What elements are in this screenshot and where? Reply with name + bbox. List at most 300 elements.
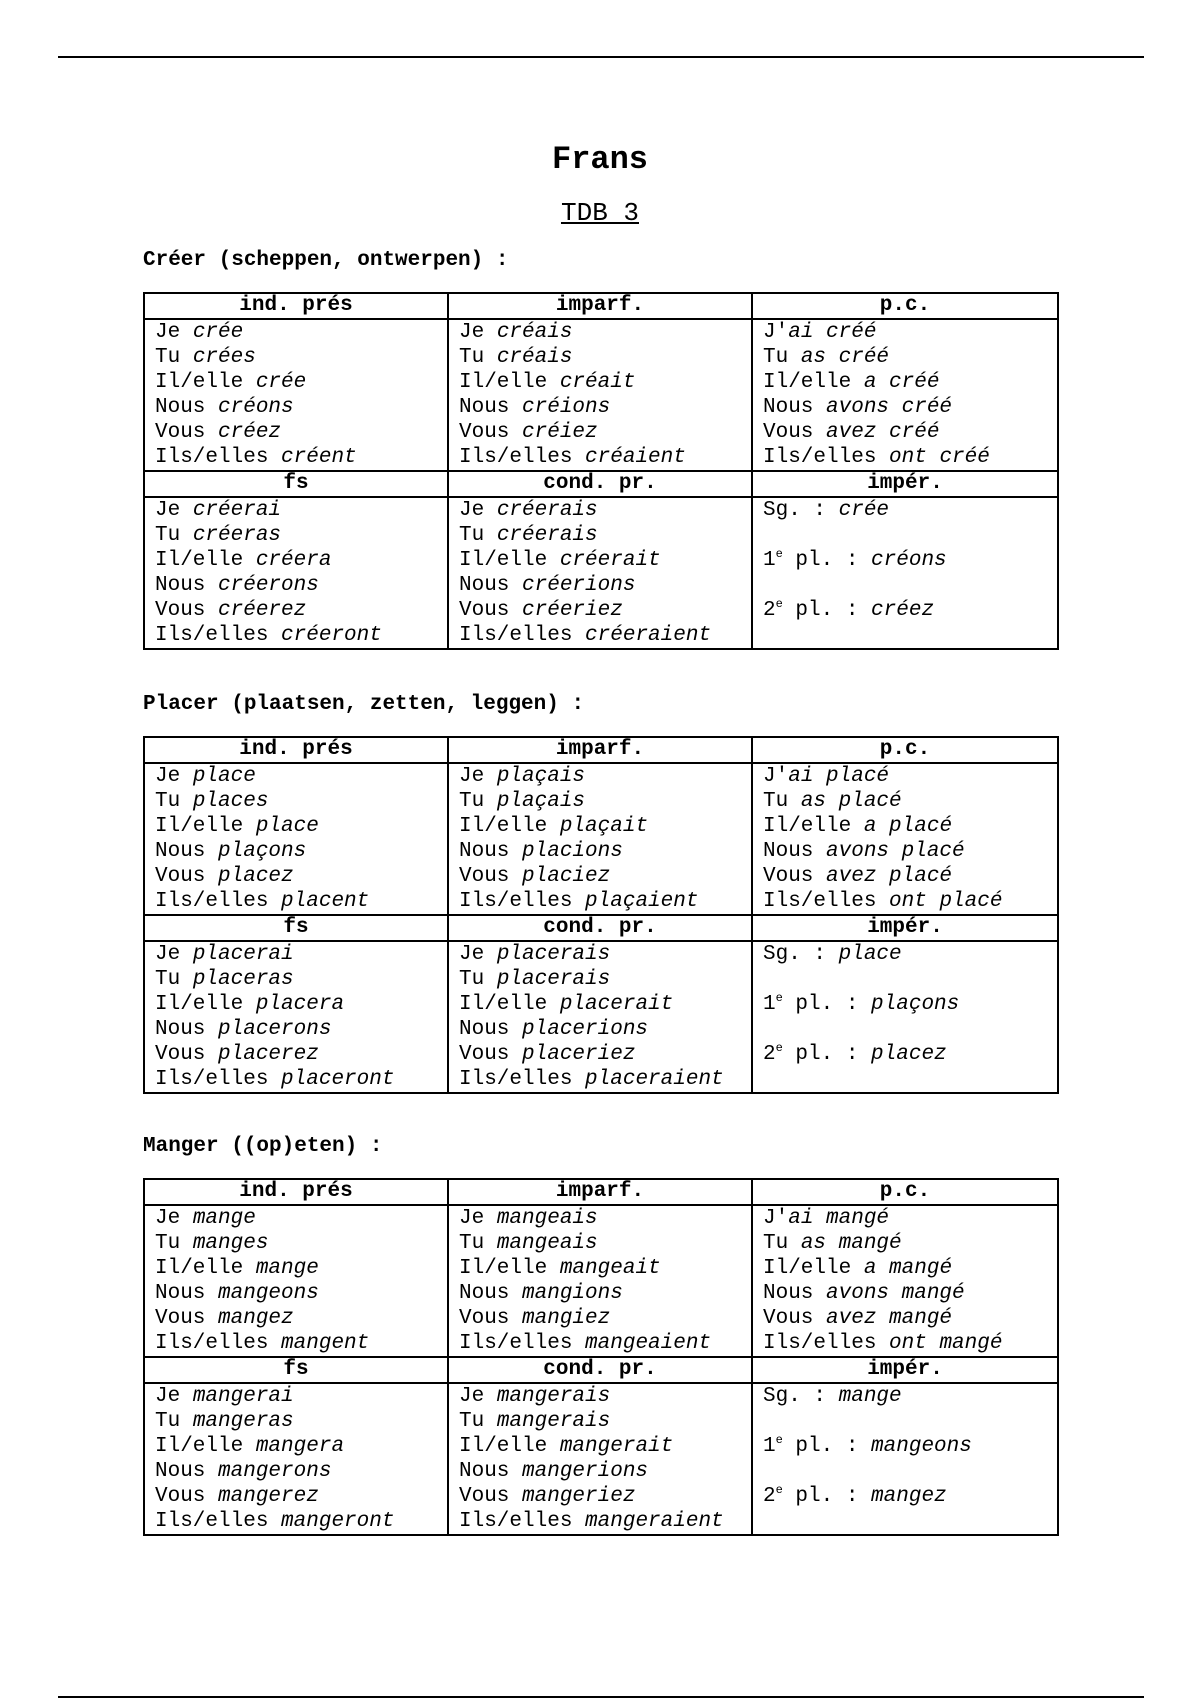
conjugation-line xyxy=(155,992,447,1017)
verb-form: créais xyxy=(496,321,573,344)
conjugation-line xyxy=(459,523,751,548)
conjugation-line xyxy=(459,789,751,814)
conjugation-line xyxy=(155,789,447,814)
verb-form: avez mangé xyxy=(826,1307,953,1330)
conjugation-line xyxy=(155,1042,447,1067)
pronoun: Il/elle xyxy=(155,549,256,572)
conjugation-line xyxy=(155,345,447,370)
pronoun: Tu xyxy=(459,1410,497,1433)
pronoun: Nous xyxy=(763,1282,827,1305)
verb-form: mangeaient xyxy=(585,1332,712,1355)
pronoun: Tu xyxy=(155,346,193,369)
conditionnel-cell xyxy=(448,497,752,649)
spacer-line xyxy=(763,1067,1057,1092)
verb-form: placions xyxy=(522,840,623,863)
pronoun: Vous xyxy=(459,599,523,622)
verb-form: placez xyxy=(871,1043,947,1066)
verb-form: placeront xyxy=(281,1068,395,1091)
pronoun: Vous xyxy=(459,865,523,888)
pronoun: J' xyxy=(763,321,789,344)
pronoun: Tu xyxy=(459,790,497,813)
verb-form: mangeriez xyxy=(522,1485,636,1508)
conjugation-line xyxy=(459,1384,751,1409)
verb-form: mangerait xyxy=(559,1435,674,1458)
pronoun: Je xyxy=(459,765,497,788)
pronoun: Vous xyxy=(155,1307,219,1330)
pronoun: Tu xyxy=(155,1232,193,1255)
conjugation-line xyxy=(459,498,751,523)
conjugation-line xyxy=(155,1231,447,1256)
verb-form: avons créé xyxy=(826,396,953,419)
verb-form: placerions xyxy=(522,1018,649,1041)
verb-form: placerais xyxy=(496,943,611,966)
verb-form: ai placé xyxy=(788,765,890,788)
conjugation-line xyxy=(459,623,751,648)
passe-compose-cell xyxy=(752,763,1058,915)
ind-pres-cell xyxy=(144,319,448,471)
pronoun: Vous xyxy=(763,865,827,888)
pronoun: Ils/elles xyxy=(155,446,282,469)
verb-form: créerais xyxy=(496,499,598,522)
verb-form: ont créé xyxy=(889,446,990,469)
pronoun: Ils/elles xyxy=(459,446,586,469)
pronoun: Tu xyxy=(459,524,497,547)
verb-form: placiez xyxy=(522,865,611,888)
pronoun: Nous xyxy=(459,1018,523,1041)
pronoun: Il/elle xyxy=(459,549,560,572)
verb-form: a créé xyxy=(863,371,940,394)
conjugation-line xyxy=(459,548,751,573)
pronoun: Ils/elles xyxy=(459,1332,586,1355)
imperatif-label: Sg. : xyxy=(763,1385,839,1408)
conjugation-line xyxy=(155,814,447,839)
verb-form: mangerais xyxy=(496,1385,611,1408)
conjugation-line xyxy=(459,1459,751,1484)
ordinal-superscript: e xyxy=(775,1433,783,1447)
pronoun: Je xyxy=(155,321,193,344)
spacer-line xyxy=(763,967,1057,992)
conjugation-line xyxy=(763,789,1057,814)
verb-form: créais xyxy=(496,346,573,369)
top-rule xyxy=(58,56,1144,58)
conjugation-line xyxy=(459,1509,751,1534)
tense-header-row xyxy=(144,471,1058,497)
pronoun: Je xyxy=(155,1207,193,1230)
conjugation-line xyxy=(459,764,751,789)
imperatif-first-plural xyxy=(763,992,1057,1017)
pronoun: Vous xyxy=(155,1485,219,1508)
tense-header-row xyxy=(144,1179,1058,1205)
conjugation-line xyxy=(459,1256,751,1281)
conjugation-line xyxy=(763,814,1057,839)
passe-compose-cell xyxy=(752,319,1058,471)
pronoun: Je xyxy=(459,943,497,966)
tense-header: p.c. xyxy=(752,1179,1058,1205)
conjugation-line xyxy=(763,1206,1057,1231)
imperatif-cell xyxy=(752,1383,1058,1535)
tense-header: imparf. xyxy=(448,1179,752,1205)
tense-header: imparf. xyxy=(448,737,752,763)
pronoun: Nous xyxy=(155,840,219,863)
pronoun: Tu xyxy=(155,968,193,991)
tense-header: impér. xyxy=(752,471,1058,497)
verb-form: as placé xyxy=(800,790,902,813)
conjugation-line xyxy=(155,395,447,420)
conjugation-line xyxy=(155,1509,447,1534)
conjugation-line xyxy=(459,1206,751,1231)
conjugation-line xyxy=(155,967,447,992)
conjugation-line xyxy=(155,1331,447,1356)
pronoun: Je xyxy=(459,1207,497,1230)
futur-simple-cell xyxy=(144,1383,448,1535)
conjugation-line xyxy=(459,320,751,345)
conditionnel-cell xyxy=(448,941,752,1093)
pronoun: Il/elle xyxy=(459,993,560,1016)
verb-form: placeriez xyxy=(522,1043,636,1066)
conjugation-line xyxy=(155,1434,447,1459)
pronoun: J' xyxy=(763,1207,789,1230)
conjugation-line xyxy=(459,1067,751,1092)
spacer-line xyxy=(763,573,1057,598)
spacer-line xyxy=(763,523,1057,548)
conjugation-line xyxy=(155,764,447,789)
conjugation-line xyxy=(763,839,1057,864)
imperatif-label: Sg. : xyxy=(763,943,839,966)
verb-form: crée xyxy=(255,371,307,394)
conjugation-line xyxy=(459,992,751,1017)
conjugation-line xyxy=(763,445,1057,470)
conjugation-table xyxy=(143,1178,1059,1536)
conjugation-line xyxy=(459,395,751,420)
verb-form: mangeront xyxy=(281,1510,395,1533)
verb-form: mangiez xyxy=(522,1307,611,1330)
verb-form: plaçais xyxy=(496,790,586,813)
conjugation-line xyxy=(763,1256,1057,1281)
pronoun: Je xyxy=(459,1385,497,1408)
imperatif-label: Sg. : xyxy=(763,499,839,522)
verb-form: créerez xyxy=(218,599,307,622)
conjugation-line xyxy=(459,420,751,445)
conjugation-line xyxy=(763,420,1057,445)
pronoun: Il/elle xyxy=(155,371,256,394)
conjugation-line xyxy=(459,814,751,839)
tense-header-row xyxy=(144,915,1058,941)
conjugation-line xyxy=(155,1459,447,1484)
conjugation-line xyxy=(763,1306,1057,1331)
spacer-line xyxy=(763,1409,1057,1434)
verb-form: mangera xyxy=(255,1435,345,1458)
person-number: 1 xyxy=(763,1435,776,1458)
conjugation-line xyxy=(155,942,447,967)
conjugation-table xyxy=(143,292,1059,650)
imparfait-cell xyxy=(448,763,752,915)
verb-form: mange xyxy=(838,1385,902,1408)
conjugation-line xyxy=(459,370,751,395)
conjugation-line xyxy=(155,498,447,523)
verb-form: créerais xyxy=(496,524,598,547)
conjugation-line xyxy=(763,889,1057,914)
page-subtitle: TDB 3 xyxy=(560,198,639,228)
verb-form: créaient xyxy=(585,446,686,469)
pronoun: Tu xyxy=(459,968,497,991)
pronoun: Ils/elles xyxy=(155,890,282,913)
conjugation-line xyxy=(155,420,447,445)
pronoun: Tu xyxy=(763,1232,801,1255)
verb-form: mangeais xyxy=(496,1232,598,1255)
conjugation-line xyxy=(155,445,447,470)
pronoun: Vous xyxy=(459,1043,523,1066)
conjugation-row xyxy=(144,1383,1058,1535)
pronoun: Ils/elles xyxy=(459,624,586,647)
verb-form: avons mangé xyxy=(826,1282,965,1305)
tense-header: imparf. xyxy=(448,293,752,319)
pronoun: Ils/elles xyxy=(763,1332,890,1355)
conjugation-line xyxy=(459,967,751,992)
tense-header: impér. xyxy=(752,915,1058,941)
passe-compose-cell xyxy=(752,1205,1058,1357)
conjugation-line xyxy=(763,864,1057,889)
pronoun: Il/elle xyxy=(763,371,864,394)
person-number: 2 xyxy=(763,1485,776,1508)
verb-form: créent xyxy=(281,446,357,469)
ordinal-superscript: e xyxy=(775,547,783,561)
verb-form: mangions xyxy=(522,1282,623,1305)
verb-form: mangerais xyxy=(496,1410,611,1433)
verb-form: créez xyxy=(218,421,282,444)
verb-form: placez xyxy=(218,865,294,888)
verb-form: mangeras xyxy=(192,1410,294,1433)
conjugation-row xyxy=(144,497,1058,649)
tense-header: fs xyxy=(144,915,448,941)
verb-form: ai mangé xyxy=(788,1207,890,1230)
verb-form: plaçais xyxy=(496,765,586,788)
conjugation-line xyxy=(155,1017,447,1042)
conjugation-line xyxy=(459,1306,751,1331)
verb-form: placeraient xyxy=(585,1068,724,1091)
pronoun: Nous xyxy=(459,840,523,863)
conjugation-line xyxy=(155,598,447,623)
imperatif-second-plural xyxy=(763,1042,1057,1067)
futur-simple-cell xyxy=(144,941,448,1093)
verb-form: mangez xyxy=(871,1485,947,1508)
verb-form: créeriez xyxy=(522,599,623,622)
conjugation-line xyxy=(155,1306,447,1331)
conjugation-line xyxy=(155,1067,447,1092)
verb-form: plaçons xyxy=(871,993,960,1016)
ordinal-superscript: e xyxy=(775,597,783,611)
pronoun: Vous xyxy=(155,1043,219,1066)
verb-form: mangeait xyxy=(559,1257,661,1280)
pronoun: Tu xyxy=(155,1410,193,1433)
pronoun: Tu xyxy=(459,346,497,369)
pronoun: Il/elle xyxy=(459,1435,560,1458)
pronoun: J' xyxy=(763,765,789,788)
imperatif-cell xyxy=(752,941,1058,1093)
verb-form: mangeons xyxy=(218,1282,319,1305)
verb-form: place xyxy=(192,765,256,788)
pronoun: Ils/elles xyxy=(155,1510,282,1533)
verb-form: créerons xyxy=(218,574,319,597)
pronoun: Tu xyxy=(763,346,801,369)
verb-form: créeraient xyxy=(585,624,712,647)
tense-header: p.c. xyxy=(752,293,1058,319)
pronoun: Je xyxy=(459,321,497,344)
pronoun: Nous xyxy=(155,396,219,419)
tense-header: ind. prés xyxy=(144,1179,448,1205)
conjugation-line xyxy=(459,1484,751,1509)
pronoun: Il/elle xyxy=(459,1257,560,1280)
verb-form: créeront xyxy=(281,624,382,647)
verb-form: as mangé xyxy=(800,1232,902,1255)
verb-form: plaçons xyxy=(218,840,307,863)
verb-form: crée xyxy=(838,499,890,522)
verb-form: mangeons xyxy=(871,1435,972,1458)
conjugation-line xyxy=(763,395,1057,420)
verb-form: placerait xyxy=(559,993,674,1016)
conjugation-line xyxy=(155,1206,447,1231)
pronoun: Vous xyxy=(155,599,219,622)
verb-heading: Placer (plaatsen, zetten, leggen) : xyxy=(143,693,585,716)
conjugation-line xyxy=(459,1434,751,1459)
conjugation-line xyxy=(155,370,447,395)
verb-form: mangerez xyxy=(218,1485,319,1508)
imperatif-first-plural xyxy=(763,548,1057,573)
imperatif-cell xyxy=(752,497,1058,649)
verb-form: créera xyxy=(255,549,332,572)
pronoun: Tu xyxy=(155,524,193,547)
pronoun: Tu xyxy=(459,1232,497,1255)
verb-form: créons xyxy=(218,396,294,419)
verb-form: placerai xyxy=(192,943,294,966)
pronoun: Nous xyxy=(155,574,219,597)
conjugation-line xyxy=(155,623,447,648)
verb-form: placerais xyxy=(496,968,611,991)
ordinal-superscript: e xyxy=(775,991,783,1005)
conjugation-line xyxy=(155,889,447,914)
conjugation-line xyxy=(155,1384,447,1409)
verb-form: plaçait xyxy=(559,815,649,838)
verb-form: avez placé xyxy=(826,865,953,888)
verb-form: plaçaient xyxy=(585,890,699,913)
verb-form: ont mangé xyxy=(889,1332,1003,1355)
conjugation-table xyxy=(143,736,1059,1094)
conjugation-line xyxy=(459,598,751,623)
pronoun: Il/elle xyxy=(155,815,256,838)
pronoun: Je xyxy=(155,943,193,966)
pronoun: Il/elle xyxy=(155,1435,256,1458)
verb-form: manges xyxy=(192,1232,269,1255)
spacer-line xyxy=(763,1459,1057,1484)
imperatif-label: pl. : xyxy=(782,1485,872,1508)
pronoun: Vous xyxy=(155,421,219,444)
imperatif-singular xyxy=(763,1384,1057,1409)
conjugation-line xyxy=(763,764,1057,789)
verb-heading: Manger ((op)eten) : xyxy=(143,1135,383,1158)
conjugation-line xyxy=(459,942,751,967)
pronoun: Il/elle xyxy=(155,993,256,1016)
futur-simple-cell xyxy=(144,497,448,649)
verb-form: crées xyxy=(192,346,256,369)
pronoun: Ils/elles xyxy=(459,890,586,913)
verb-form: placera xyxy=(255,993,345,1016)
pronoun: Il/elle xyxy=(155,1257,256,1280)
verb-form: place xyxy=(255,815,319,838)
pronoun: Tu xyxy=(763,790,801,813)
pronoun: Ils/elles xyxy=(459,1510,586,1533)
verb-form: mangez xyxy=(218,1307,294,1330)
imperatif-label: pl. : xyxy=(782,993,872,1016)
ordinal-superscript: e xyxy=(775,1041,783,1055)
pronoun: Vous xyxy=(459,1485,523,1508)
person-number: 1 xyxy=(763,993,776,1016)
verb-form: avez créé xyxy=(826,421,940,444)
spacer-line xyxy=(763,1509,1057,1534)
tense-header: impér. xyxy=(752,1357,1058,1383)
pronoun: Nous xyxy=(459,574,523,597)
conjugation-row xyxy=(144,941,1058,1093)
verb-form: créons xyxy=(871,549,947,572)
verb-form: créerai xyxy=(192,499,282,522)
verb-form: créait xyxy=(559,371,636,394)
conjugation-row xyxy=(144,763,1058,915)
conjugation-line xyxy=(155,523,447,548)
imparfait-cell xyxy=(448,319,752,471)
imperatif-singular xyxy=(763,498,1057,523)
verb-form: a placé xyxy=(863,815,953,838)
conjugation-line xyxy=(155,1484,447,1509)
pronoun: Ils/elles xyxy=(459,1068,586,1091)
verb-form: placent xyxy=(281,890,370,913)
conjugation-line xyxy=(459,573,751,598)
tense-header: fs xyxy=(144,471,448,497)
imperatif-label: pl. : xyxy=(782,1043,872,1066)
conjugation-line xyxy=(459,1331,751,1356)
conjugation-row xyxy=(144,319,1058,471)
conjugation-line xyxy=(155,320,447,345)
pronoun: Nous xyxy=(155,1018,219,1041)
pronoun: Ils/elles xyxy=(155,624,282,647)
verb-form: place xyxy=(838,943,902,966)
tense-header: cond. pr. xyxy=(448,915,752,941)
imperatif-label: pl. : xyxy=(782,549,872,572)
verb-form: mangerons xyxy=(218,1460,332,1483)
verb-form: places xyxy=(192,790,269,813)
pronoun: Nous xyxy=(763,840,827,863)
pronoun: Nous xyxy=(155,1460,219,1483)
imperatif-first-plural xyxy=(763,1434,1057,1459)
verb-form: placerons xyxy=(218,1018,332,1041)
imperatif-second-plural xyxy=(763,598,1057,623)
verb-form: créions xyxy=(522,396,611,419)
verb-form: ont placé xyxy=(889,890,1003,913)
verb-form: créeras xyxy=(192,524,282,547)
conjugation-line xyxy=(763,1231,1057,1256)
pronoun: Vous xyxy=(459,421,523,444)
conjugation-line xyxy=(459,445,751,470)
pronoun: Ils/elles xyxy=(155,1332,282,1355)
pronoun: Je xyxy=(155,1385,193,1408)
pronoun: Il/elle xyxy=(459,815,560,838)
pronoun: Nous xyxy=(155,1282,219,1305)
verb-form: mangerai xyxy=(192,1385,294,1408)
tense-header-row xyxy=(144,737,1058,763)
tense-header: ind. prés xyxy=(144,737,448,763)
conditionnel-cell xyxy=(448,1383,752,1535)
verb-form: placeras xyxy=(192,968,294,991)
pronoun: Tu xyxy=(155,790,193,813)
ind-pres-cell xyxy=(144,1205,448,1357)
person-number: 1 xyxy=(763,549,776,572)
